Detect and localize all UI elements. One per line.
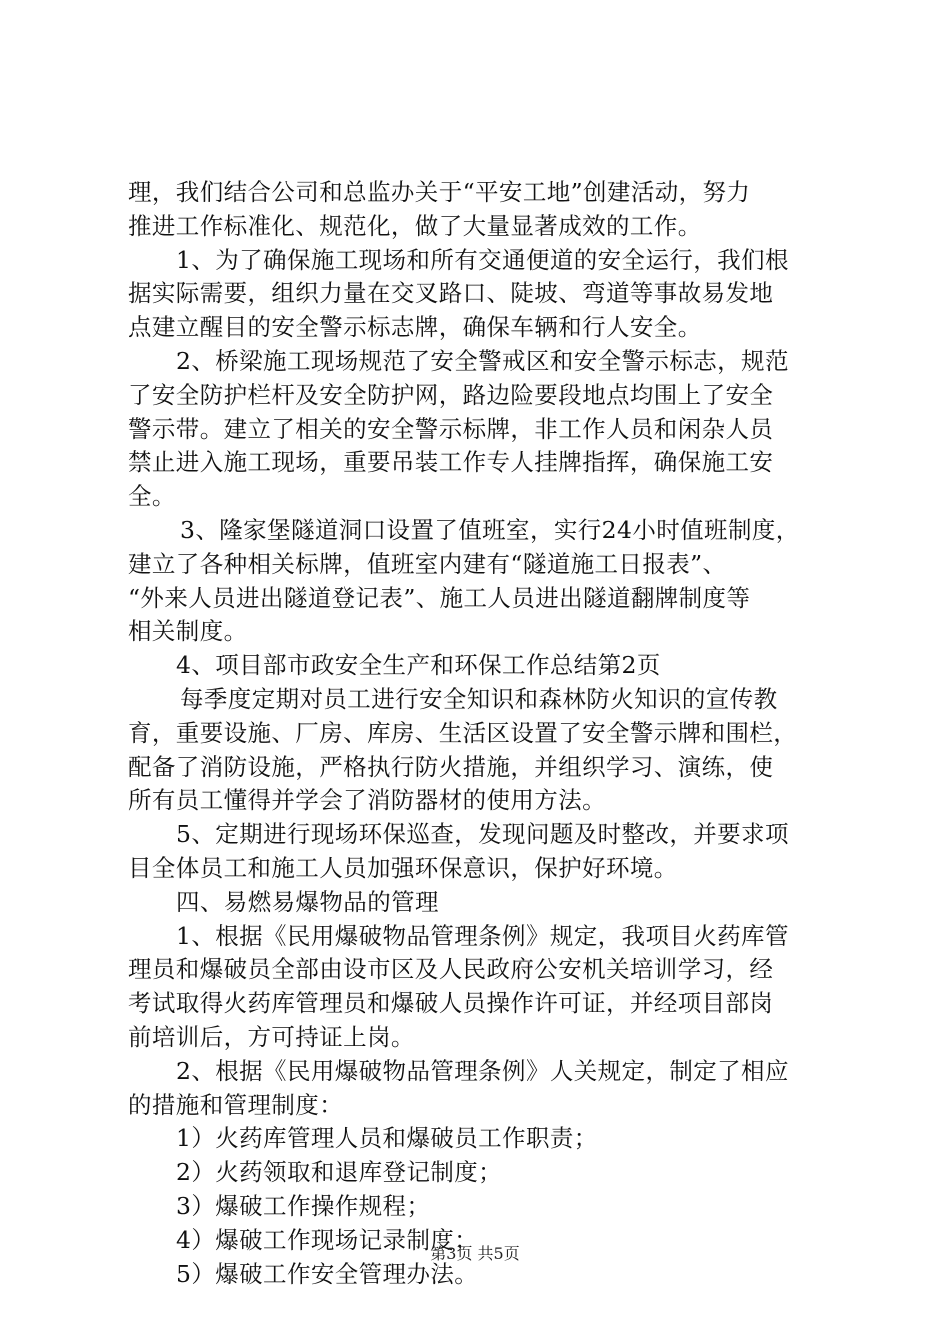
list-item: 4）爆破工作现场记录制度； [176, 1225, 479, 1254]
text-line: 1、为了确保施工现场和所有交通便道的安全运行，我们根 [176, 245, 789, 274]
text-line: 相关制度。 [128, 617, 248, 646]
text-line: 每季度定期对员工进行安全知识和森林防火知识的宣传教 [180, 684, 778, 713]
document-body [128, 176, 828, 1291]
text-line: 建立了各种相关标牌，值班室内建有“隧道施工日报表”、 [128, 549, 727, 578]
page-footer: 第3页 共5页 [430, 1244, 520, 1263]
text-line: 配备了消防设施，严格执行防火措施，并组织学习、演练，使 [128, 752, 774, 781]
text-line: 点建立醒目的安全警示标志牌，确保车辆和行人安全。 [128, 313, 702, 342]
text-line: 推进工作标准化、规范化，做了大量显著成效的工作。 [128, 211, 702, 240]
text-line: 3、隆家堡隧道洞口设置了值班室，实行24小时值班制度， [180, 515, 800, 544]
text-line: 所有员工懂得并学会了消防器材的使用方法。 [128, 786, 606, 815]
text-line: 2、桥梁施工现场规范了安全警戒区和安全警示标志，规范 [176, 346, 789, 375]
text-line: 5、定期进行现场环保巡查，发现问题及时整改，并要求项 [176, 820, 789, 849]
text-line: 的措施和管理制度： [128, 1090, 344, 1119]
text-line: 警示带。建立了相关的安全警示标牌，非工作人员和闲杂人员 [128, 414, 774, 443]
text-line: “外来人员进出隧道登记表”、施工人员进出隧道翻牌制度等 [128, 583, 751, 612]
text-line: 目全体员工和施工人员加强环保意识，保护好环境。 [128, 853, 678, 882]
text-line: 全。 [128, 482, 176, 511]
list-item: 1）火药库管理人员和爆破员工作职责； [176, 1124, 598, 1153]
list-item: 3）爆破工作操作规程； [176, 1191, 431, 1220]
text-line: 禁止进入施工现场，重要吊装工作专人挂牌指挥，确保施工安 [128, 448, 774, 477]
text-line: 理，我们结合公司和总监办关于“平安工地”创建活动，努力 [128, 178, 751, 206]
section-heading: 四、易燃易爆物品的管理 [176, 887, 439, 916]
text-line: 1、根据《民用爆破物品管理条例》规定，我项目火药库管 [176, 921, 789, 950]
text-line: 据实际需要，组织力量在交叉路口、陡坡、弯道等事故易发地 [128, 279, 774, 308]
text-line: 考试取得火药库管理员和爆破人员操作许可证，并经项目部岗 [128, 989, 774, 1018]
text-line: 育，重要设施、厂房、库房、生活区设置了安全警示牌和围栏， [128, 718, 798, 747]
text-line: 理员和爆破员全部由设市区及人民政府公安机关培训学习，经 [128, 955, 774, 984]
list-item: 5）爆破工作安全管理办法。 [176, 1259, 479, 1288]
text-line: 2、根据《民用爆破物品管理条例》人关规定，制定了相应 [176, 1056, 789, 1085]
section-heading: 4、项目部市政安全生产和环保工作总结第2页 [176, 651, 661, 680]
text-line: 前培训后，方可持证上岗。 [128, 1022, 415, 1051]
text-line: 了安全防护栏杆及安全防护网，路边险要段地点均围上了安全 [128, 380, 774, 409]
list-item: 2）火药领取和退库登记制度； [176, 1158, 503, 1187]
